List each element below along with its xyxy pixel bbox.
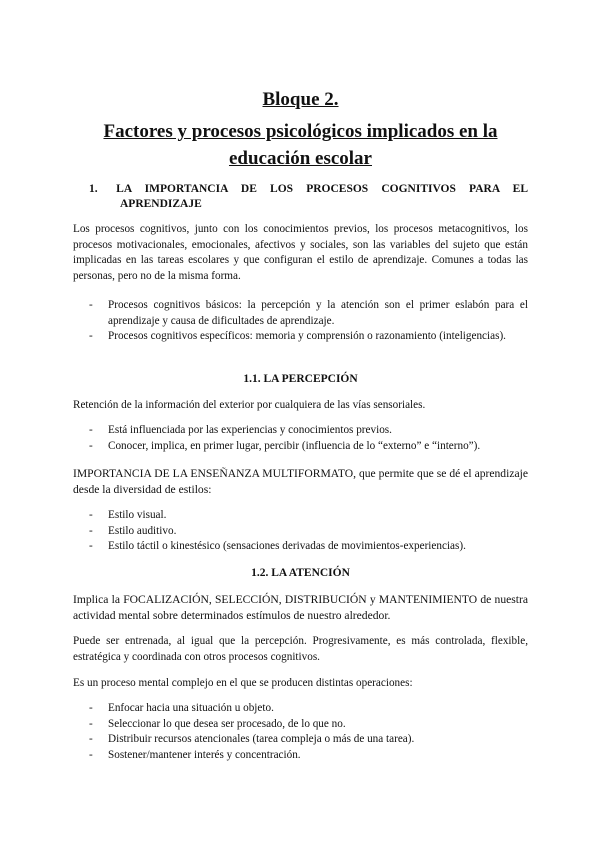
document-title: Bloque 2. bbox=[262, 89, 339, 110]
section-1-1-heading: 1.1. LA PERCEPCIÓN bbox=[243, 373, 358, 385]
bullet-dash: - bbox=[89, 330, 93, 342]
multiformat-paragraph: IMPORTANCIA DE LA ENSEÑANZA MULTIFORMATO, que permite que se dé el aprendizaje desde la diversidad de estilos: bbox=[73, 467, 528, 496]
list-item: - Estilo visual. bbox=[89, 508, 528, 524]
operations-list bbox=[89, 701, 528, 763]
section-1-1-list bbox=[89, 423, 528, 454]
list-item: - Sostener/mantener interés y concentración. bbox=[89, 748, 528, 764]
bullet-dash: - bbox=[89, 540, 93, 552]
bullet-dash: - bbox=[89, 299, 93, 311]
section-1-intro: Los procesos cognitivos, junto con los conocimientos previos, los procesos metacognitivos, los procesos motivacionales, emocionales, afectivos y sociales, son las variables del sujeto que están implicadas en las tareas escolares y que configuran el estilo de aprendizaje. Comunes a todas las personas, pero no de la misma forma. bbox=[73, 223, 528, 282]
list-item: - Está influenciada por las experiencias y conocimientos previos. bbox=[89, 423, 528, 439]
bullet-dash: - bbox=[89, 717, 93, 730]
list-item: - Distribuir recursos atencionales (tarea compleja o más de una tarea). bbox=[89, 732, 528, 748]
section-1-list bbox=[89, 298, 528, 345]
bullet-dash: - bbox=[89, 424, 93, 436]
list-item: - Seleccionar lo que desea ser procesado, de lo que no. bbox=[89, 717, 528, 733]
list-item: - Procesos cognitivos específicos: memoria y comprensión o razonamiento (inteligencias). bbox=[89, 329, 528, 345]
section-1-2-p2: Puede ser entrenada, al igual que la percepción. Progresivamente, es más controlada, flexible, estratégica y coordinada con otros procesos cognitivos. bbox=[73, 635, 528, 663]
section-1-2-p1: Implica la FOCALIZACIÓN, SELECCIÓN, DISTRIBUCIÓN y MANTENIMIENTO de nuestra actividad mental sobre determinados estímulos de nuestro alrededor. bbox=[73, 593, 528, 622]
bullet-dash: - bbox=[89, 748, 93, 761]
bullet-dash: - bbox=[89, 509, 93, 521]
section-1-1-intro: Retención de la información del exterior por cualquiera de las vías sensoriales. bbox=[73, 399, 426, 411]
section-1-2-p3: Es un proceso mental complejo en el que se producen distintas operaciones: bbox=[73, 677, 413, 689]
bullet-dash: - bbox=[89, 524, 93, 537]
list-item: - Estilo táctil o kinestésico (sensaciones derivadas de movimientos-experiencias). bbox=[89, 539, 528, 555]
list-item: - Estilo auditivo. bbox=[89, 524, 528, 540]
document-subtitle bbox=[73, 118, 528, 172]
section-1-heading bbox=[89, 182, 528, 212]
subtitle-line-1: Factores y procesos psicológicos implicados en la bbox=[103, 121, 498, 142]
section-1-2-heading: 1.2. LA ATENCIÓN bbox=[251, 567, 350, 579]
bullet-dash: - bbox=[89, 439, 93, 452]
list-item: - Procesos cognitivos básicos: la percepción y la atención son el primer eslabón para el aprendizaje y causa de dificultades de aprendizaje. bbox=[89, 299, 528, 327]
bullet-dash: - bbox=[89, 702, 93, 714]
section-1-heading-line-2: APRENDIZAJE bbox=[120, 198, 202, 210]
list-item: - Enfocar hacia una situación u objeto. bbox=[89, 701, 528, 717]
styles-list bbox=[89, 508, 528, 555]
subtitle-line-2: educación escolar bbox=[228, 148, 372, 169]
section-1-number: 1. bbox=[89, 183, 98, 195]
list-item: - Conocer, implica, en primer lugar, percibir (influencia de lo “externo” e “interno”). bbox=[89, 439, 528, 455]
bullet-dash: - bbox=[89, 733, 93, 745]
section-1-heading-line-1: LA IMPORTANCIA DE LOS PROCESOS COGNITIVOS PARA EL bbox=[116, 183, 528, 195]
